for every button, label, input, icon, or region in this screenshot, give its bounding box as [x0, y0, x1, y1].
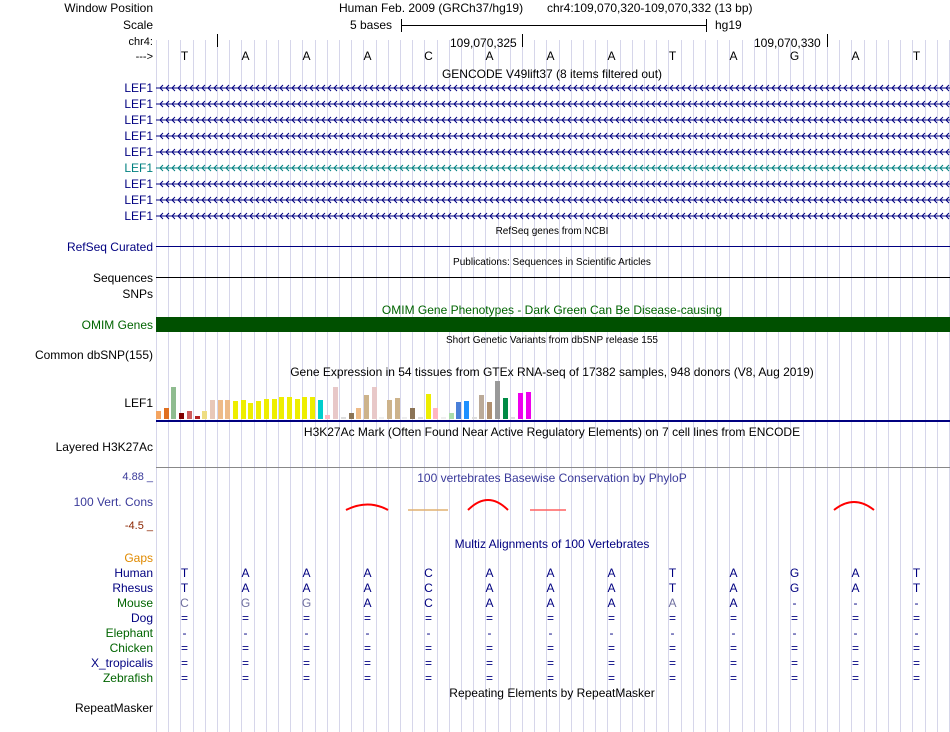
gtex-tissue-bar[interactable] [187, 411, 192, 419]
gtex-gene-extent[interactable] [156, 420, 950, 422]
gencode-gene-label[interactable]: LEF1 [124, 145, 153, 159]
phylop-peak [346, 505, 388, 511]
multiz-base: - [304, 626, 309, 640]
multiz-base: C [180, 596, 189, 610]
multiz-base: A [363, 596, 372, 610]
ruler-tick [217, 34, 218, 47]
multiz-base: - [609, 626, 614, 640]
multiz-base: = [790, 641, 799, 655]
gtex-tissue-bar[interactable] [433, 408, 438, 419]
multiz-base: = [851, 656, 860, 670]
gtex-tissue-bar[interactable] [295, 399, 300, 419]
multiz-species-label[interactable]: Rhesus [112, 581, 153, 595]
dbsnp-track-title[interactable]: Short Genetic Variants from dbSNP release 155 [446, 335, 658, 346]
multiz-species-label[interactable]: Chicken [109, 641, 153, 655]
gtex-tissue-bar[interactable] [418, 417, 423, 419]
gtex-tissue-bar[interactable] [379, 417, 384, 419]
reference-base: T [912, 49, 921, 63]
multiz-base: A [363, 566, 372, 580]
multiz-base: = [302, 611, 311, 625]
multiz-base: A [729, 596, 738, 610]
phylop-track-title[interactable]: 100 vertebrates Basewise Conservation by PhyloP [417, 471, 687, 485]
multiz-base: A [363, 581, 372, 595]
gtex-track-title[interactable]: Gene Expression in 54 tissues from GTEx RNA-seq of 17382 samples, 948 donors (V8, Aug 2019) [290, 365, 814, 379]
gtex-tissue-bar[interactable] [241, 400, 246, 419]
strand-label: ---> [135, 51, 153, 63]
multiz-base: = [241, 656, 250, 670]
multiz-base: C [424, 581, 433, 595]
multiz-species-label[interactable]: Zebrafish [102, 671, 153, 685]
multiz-base: = [302, 641, 311, 655]
repeatmasker-label[interactable]: RepeatMasker [74, 701, 153, 715]
gencode-transcript[interactable] [156, 195, 950, 205]
multiz-base: = [790, 656, 799, 670]
multiz-species-label[interactable]: Mouse [116, 596, 153, 610]
multiz-base: A [607, 581, 616, 595]
gtex-tissue-bar[interactable] [441, 417, 446, 419]
gtex-tissue-bar[interactable] [195, 416, 200, 419]
gencode-transcript[interactable] [156, 99, 950, 109]
gtex-tissue-bar[interactable] [279, 397, 284, 419]
gtex-tissue-bar[interactable] [164, 408, 169, 419]
coord-label-1: 109,070,325 [450, 36, 517, 50]
h3k27ac-track-title[interactable]: H3K27Ac Mark (Often Found Near Active Regulatory Elements) on 7 cell lines from ENCODE [303, 425, 801, 439]
gtex-tissue-bar[interactable] [456, 402, 461, 419]
reference-base: A [485, 49, 494, 63]
refseq-line[interactable] [156, 246, 950, 247]
reference-base: A [607, 49, 616, 63]
multiz-base: = [668, 611, 677, 625]
gencode-transcript[interactable] [156, 115, 950, 125]
gencode-gene-label[interactable]: LEF1 [124, 97, 153, 111]
reference-base: T [668, 49, 677, 63]
gtex-tissue-bar[interactable] [503, 398, 508, 419]
phylop-peak [834, 502, 874, 510]
multiz-base: T [668, 566, 677, 580]
multiz-base: = [851, 611, 860, 625]
multiz-base: T [180, 566, 189, 580]
multiz-base: = [729, 611, 738, 625]
multiz-base: - [548, 626, 553, 640]
omim-track-title[interactable]: OMIM Gene Phenotypes - Dark Green Can Be Disease-causing [381, 303, 723, 317]
multiz-species-label[interactable]: Elephant [105, 626, 153, 640]
multiz-base: = [241, 671, 250, 685]
multiz-base: = [607, 656, 616, 670]
publications-track-title[interactable]: Publications: Sequences in Scientific Articles [453, 257, 651, 268]
gtex-tissue-bar[interactable] [472, 417, 477, 419]
gtex-tissue-bar[interactable] [248, 403, 253, 419]
multiz-base: = [241, 641, 250, 655]
reference-base: A [241, 49, 250, 63]
gtex-tissue-bar[interactable] [495, 381, 500, 419]
multiz-base: A [607, 596, 616, 610]
multiz-base: - [914, 596, 919, 610]
gtex-tissue-bar[interactable] [464, 401, 469, 419]
multiz-base: - [426, 626, 431, 640]
gencode-gene-label[interactable]: LEF1 [124, 113, 153, 127]
multiz-base: T [912, 581, 921, 595]
multiz-base: - [243, 626, 248, 640]
multiz-base: = [546, 611, 555, 625]
multiz-base: A [851, 566, 860, 580]
multiz-base: = [546, 656, 555, 670]
multiz-base: = [302, 656, 311, 670]
gtex-tissue-bar[interactable] [510, 417, 515, 419]
multiz-base: A [546, 596, 555, 610]
reference-base: A [729, 49, 738, 63]
multiz-base: = [607, 611, 616, 625]
reference-base: A [302, 49, 311, 63]
multiz-base: = [180, 656, 189, 670]
gtex-tissue-bar[interactable] [333, 387, 338, 419]
multiz-base: - [670, 626, 675, 640]
gtex-tissue-bar[interactable] [426, 394, 431, 419]
multiz-base: = [607, 671, 616, 685]
multiz-base: = [241, 611, 250, 625]
multiz-base: = [363, 656, 372, 670]
multiz-base: = [302, 671, 311, 685]
gtex-tissue-bar[interactable] [287, 397, 292, 419]
gencode-gene-label[interactable]: LEF1 [124, 177, 153, 191]
repeatmasker-track-title[interactable]: Repeating Elements by RepeatMasker [449, 686, 655, 700]
multiz-base: T [668, 581, 677, 595]
multiz-base: = [790, 611, 799, 625]
phylop-peak [468, 500, 508, 510]
multiz-base: - [853, 626, 858, 640]
gtex-tissue-bar[interactable] [171, 387, 176, 419]
multiz-base: = [851, 671, 860, 685]
multiz-base: G [301, 596, 312, 610]
multiz-base: = [424, 671, 433, 685]
gtex-tissue-bar[interactable] [318, 400, 323, 419]
multiz-base: A [729, 581, 738, 595]
multiz-base: - [792, 626, 797, 640]
multiz-base: A [851, 581, 860, 595]
multiz-species-label[interactable]: Dog [130, 611, 153, 625]
multiz-base: = [851, 641, 860, 655]
multiz-base: A [729, 566, 738, 580]
gencode-gene-label[interactable]: LEF1 [124, 81, 153, 95]
gencode-transcript[interactable] [156, 83, 950, 93]
gtex-tissue-bar[interactable] [210, 400, 215, 419]
phylop-min: -4.5 _ [124, 520, 153, 532]
multiz-base: A [485, 566, 494, 580]
gtex-expression-bars[interactable] [156, 381, 950, 419]
multiz-base: - [731, 626, 736, 640]
gtex-tissue-bar[interactable] [402, 417, 407, 419]
refseq-track-title[interactable]: RefSeq genes from NCBI [495, 226, 609, 237]
gencode-gene-label[interactable]: LEF1 [124, 193, 153, 207]
multiz-base: A [241, 566, 250, 580]
multiz-base: - [182, 626, 187, 640]
h3k27ac-baseline [156, 467, 950, 468]
gtex-tissue-bar[interactable] [225, 400, 230, 419]
gtex-tissue-bar[interactable] [479, 395, 484, 419]
multiz-base: C [424, 596, 433, 610]
multiz-base: A [546, 566, 555, 580]
multiz-base: - [914, 626, 919, 640]
multiz-base: = [180, 611, 189, 625]
reference-base: C [424, 49, 433, 63]
omim-feature[interactable] [156, 317, 950, 332]
gencode-transcript[interactable] [156, 163, 950, 173]
multiz-base: G [240, 596, 251, 610]
phylop-label[interactable]: 100 Vert. Cons [73, 495, 153, 509]
multiz-base: A [241, 581, 250, 595]
gencode-gene-label[interactable]: LEF1 [124, 129, 153, 143]
multiz-base: T [180, 581, 189, 595]
gtex-tissue-bar[interactable] [356, 408, 361, 419]
multiz-species-label[interactable]: Human [114, 566, 153, 580]
h3k27ac-label[interactable]: Layered H3K27Ac [55, 440, 153, 454]
multiz-base: = [790, 671, 799, 685]
reference-base: T [180, 49, 189, 63]
snps-label[interactable]: SNPs [122, 287, 153, 301]
gtex-tissue-bar[interactable] [410, 408, 415, 419]
reference-base: A [851, 49, 860, 63]
scale-bases: 5 bases [350, 18, 393, 32]
gaps-label[interactable]: Gaps [124, 551, 153, 565]
multiz-base: - [365, 626, 370, 640]
gtex-tissue-bar[interactable] [233, 401, 238, 419]
reference-base: G [789, 49, 800, 63]
multiz-base: = [668, 671, 677, 685]
multiz-track-title[interactable]: Multiz Alignments of 100 Vertebrates [454, 537, 650, 551]
multiz-base: = [485, 656, 494, 670]
multiz-base: = [180, 671, 189, 685]
gtex-tissue-bar[interactable] [487, 402, 492, 419]
refseq-label[interactable]: RefSeq Curated [66, 240, 153, 254]
multiz-base: = [912, 641, 921, 655]
gtex-tissue-bar[interactable] [395, 398, 400, 419]
multiz-base: = [424, 611, 433, 625]
assembly-title: Human Feb. 2009 (GRCh37/hg19) [339, 1, 524, 15]
gtex-tissue-bar[interactable] [387, 400, 392, 419]
publications-line[interactable] [156, 277, 950, 278]
gtex-tissue-bar[interactable] [518, 393, 523, 419]
multiz-base: T [912, 566, 921, 580]
scale-label: Scale [122, 18, 153, 32]
gtex-tissue-bar[interactable] [449, 413, 454, 419]
gencode-gene-label[interactable]: LEF1 [124, 209, 153, 223]
multiz-base: A [546, 581, 555, 595]
multiz-base: = [363, 611, 372, 625]
sequences-label[interactable]: Sequences [92, 271, 153, 285]
multiz-base: A [668, 596, 677, 610]
gtex-tissue-bar[interactable] [364, 395, 369, 419]
window-position-label: Window Position [64, 1, 153, 15]
multiz-base: G [789, 566, 800, 580]
reference-base: A [546, 49, 555, 63]
scale-bar-end-tick [706, 19, 707, 32]
multiz-base: = [424, 641, 433, 655]
multiz-base: = [363, 671, 372, 685]
multiz-base: = [180, 641, 189, 655]
dbsnp-label[interactable]: Common dbSNP(155) [34, 348, 153, 362]
gtex-tissue-bar[interactable] [349, 413, 354, 419]
gencode-transcript[interactable] [156, 131, 950, 141]
reference-base: A [363, 49, 372, 63]
multiz-base: = [912, 611, 921, 625]
multiz-base: A [485, 596, 494, 610]
gencode-transcript[interactable] [156, 147, 950, 157]
multiz-base: = [546, 641, 555, 655]
scale-bar-start-tick [401, 19, 402, 32]
multiz-base: - [853, 596, 858, 610]
multiz-base: = [424, 656, 433, 670]
multiz-base: G [789, 581, 800, 595]
gtex-tissue-bar[interactable] [310, 397, 315, 419]
multiz-base: = [546, 671, 555, 685]
gtex-tissue-bar[interactable] [526, 392, 531, 419]
gtex-tissue-bar[interactable] [179, 413, 184, 419]
gencode-gene-label[interactable]: LEF1 [124, 161, 153, 175]
multiz-base: = [729, 671, 738, 685]
gtex-tissue-bar[interactable] [156, 411, 161, 419]
multiz-base: = [729, 656, 738, 670]
multiz-base: A [485, 581, 494, 595]
omim-label[interactable]: OMIM Genes [81, 318, 153, 332]
multiz-base: A [302, 566, 311, 580]
multiz-base: = [729, 641, 738, 655]
multiz-species-label[interactable]: X_tropicalis [90, 656, 153, 670]
gtex-tissue-bar[interactable] [218, 400, 223, 419]
multiz-base: - [487, 626, 492, 640]
chrom-label: chr4: [128, 36, 153, 48]
multiz-base: - [792, 596, 797, 610]
position-readout: chr4:109,070,320-109,070,332 (13 bp) [547, 1, 753, 15]
gtex-tissue-bar[interactable] [256, 401, 261, 419]
multiz-base: = [668, 641, 677, 655]
multiz-base: = [912, 656, 921, 670]
coord-label-2: 109,070,330 [754, 36, 821, 50]
phylop-graph[interactable] [156, 490, 950, 520]
gencode-track-title[interactable]: GENCODE V49lift37 (8 items filtered out) [441, 67, 663, 81]
multiz-base: C [424, 566, 433, 580]
gencode-transcript[interactable] [156, 179, 950, 189]
gtex-tissue-bar[interactable] [302, 397, 307, 419]
multiz-base: = [607, 641, 616, 655]
multiz-base: = [668, 656, 677, 670]
multiz-base: = [485, 641, 494, 655]
gtex-tissue-bar[interactable] [264, 399, 269, 419]
gtex-tissue-bar[interactable] [272, 399, 277, 419]
multiz-base: A [607, 566, 616, 580]
gencode-transcript[interactable] [156, 211, 950, 221]
gtex-tissue-bar[interactable] [341, 417, 346, 419]
phylop-max: 4.88 _ [122, 471, 153, 483]
ruler-tick [827, 34, 828, 47]
scale-bar [401, 25, 706, 26]
multiz-base: = [485, 671, 494, 685]
scale-db: hg19 [715, 18, 742, 32]
multiz-base: = [912, 671, 921, 685]
ruler-tick [522, 34, 523, 47]
gtex-tissue-bar[interactable] [325, 415, 330, 419]
gtex-gene-label[interactable]: LEF1 [124, 396, 153, 410]
gtex-tissue-bar[interactable] [202, 411, 207, 419]
multiz-base: = [363, 641, 372, 655]
multiz-base: A [302, 581, 311, 595]
gtex-tissue-bar[interactable] [372, 387, 377, 419]
multiz-base: = [485, 611, 494, 625]
